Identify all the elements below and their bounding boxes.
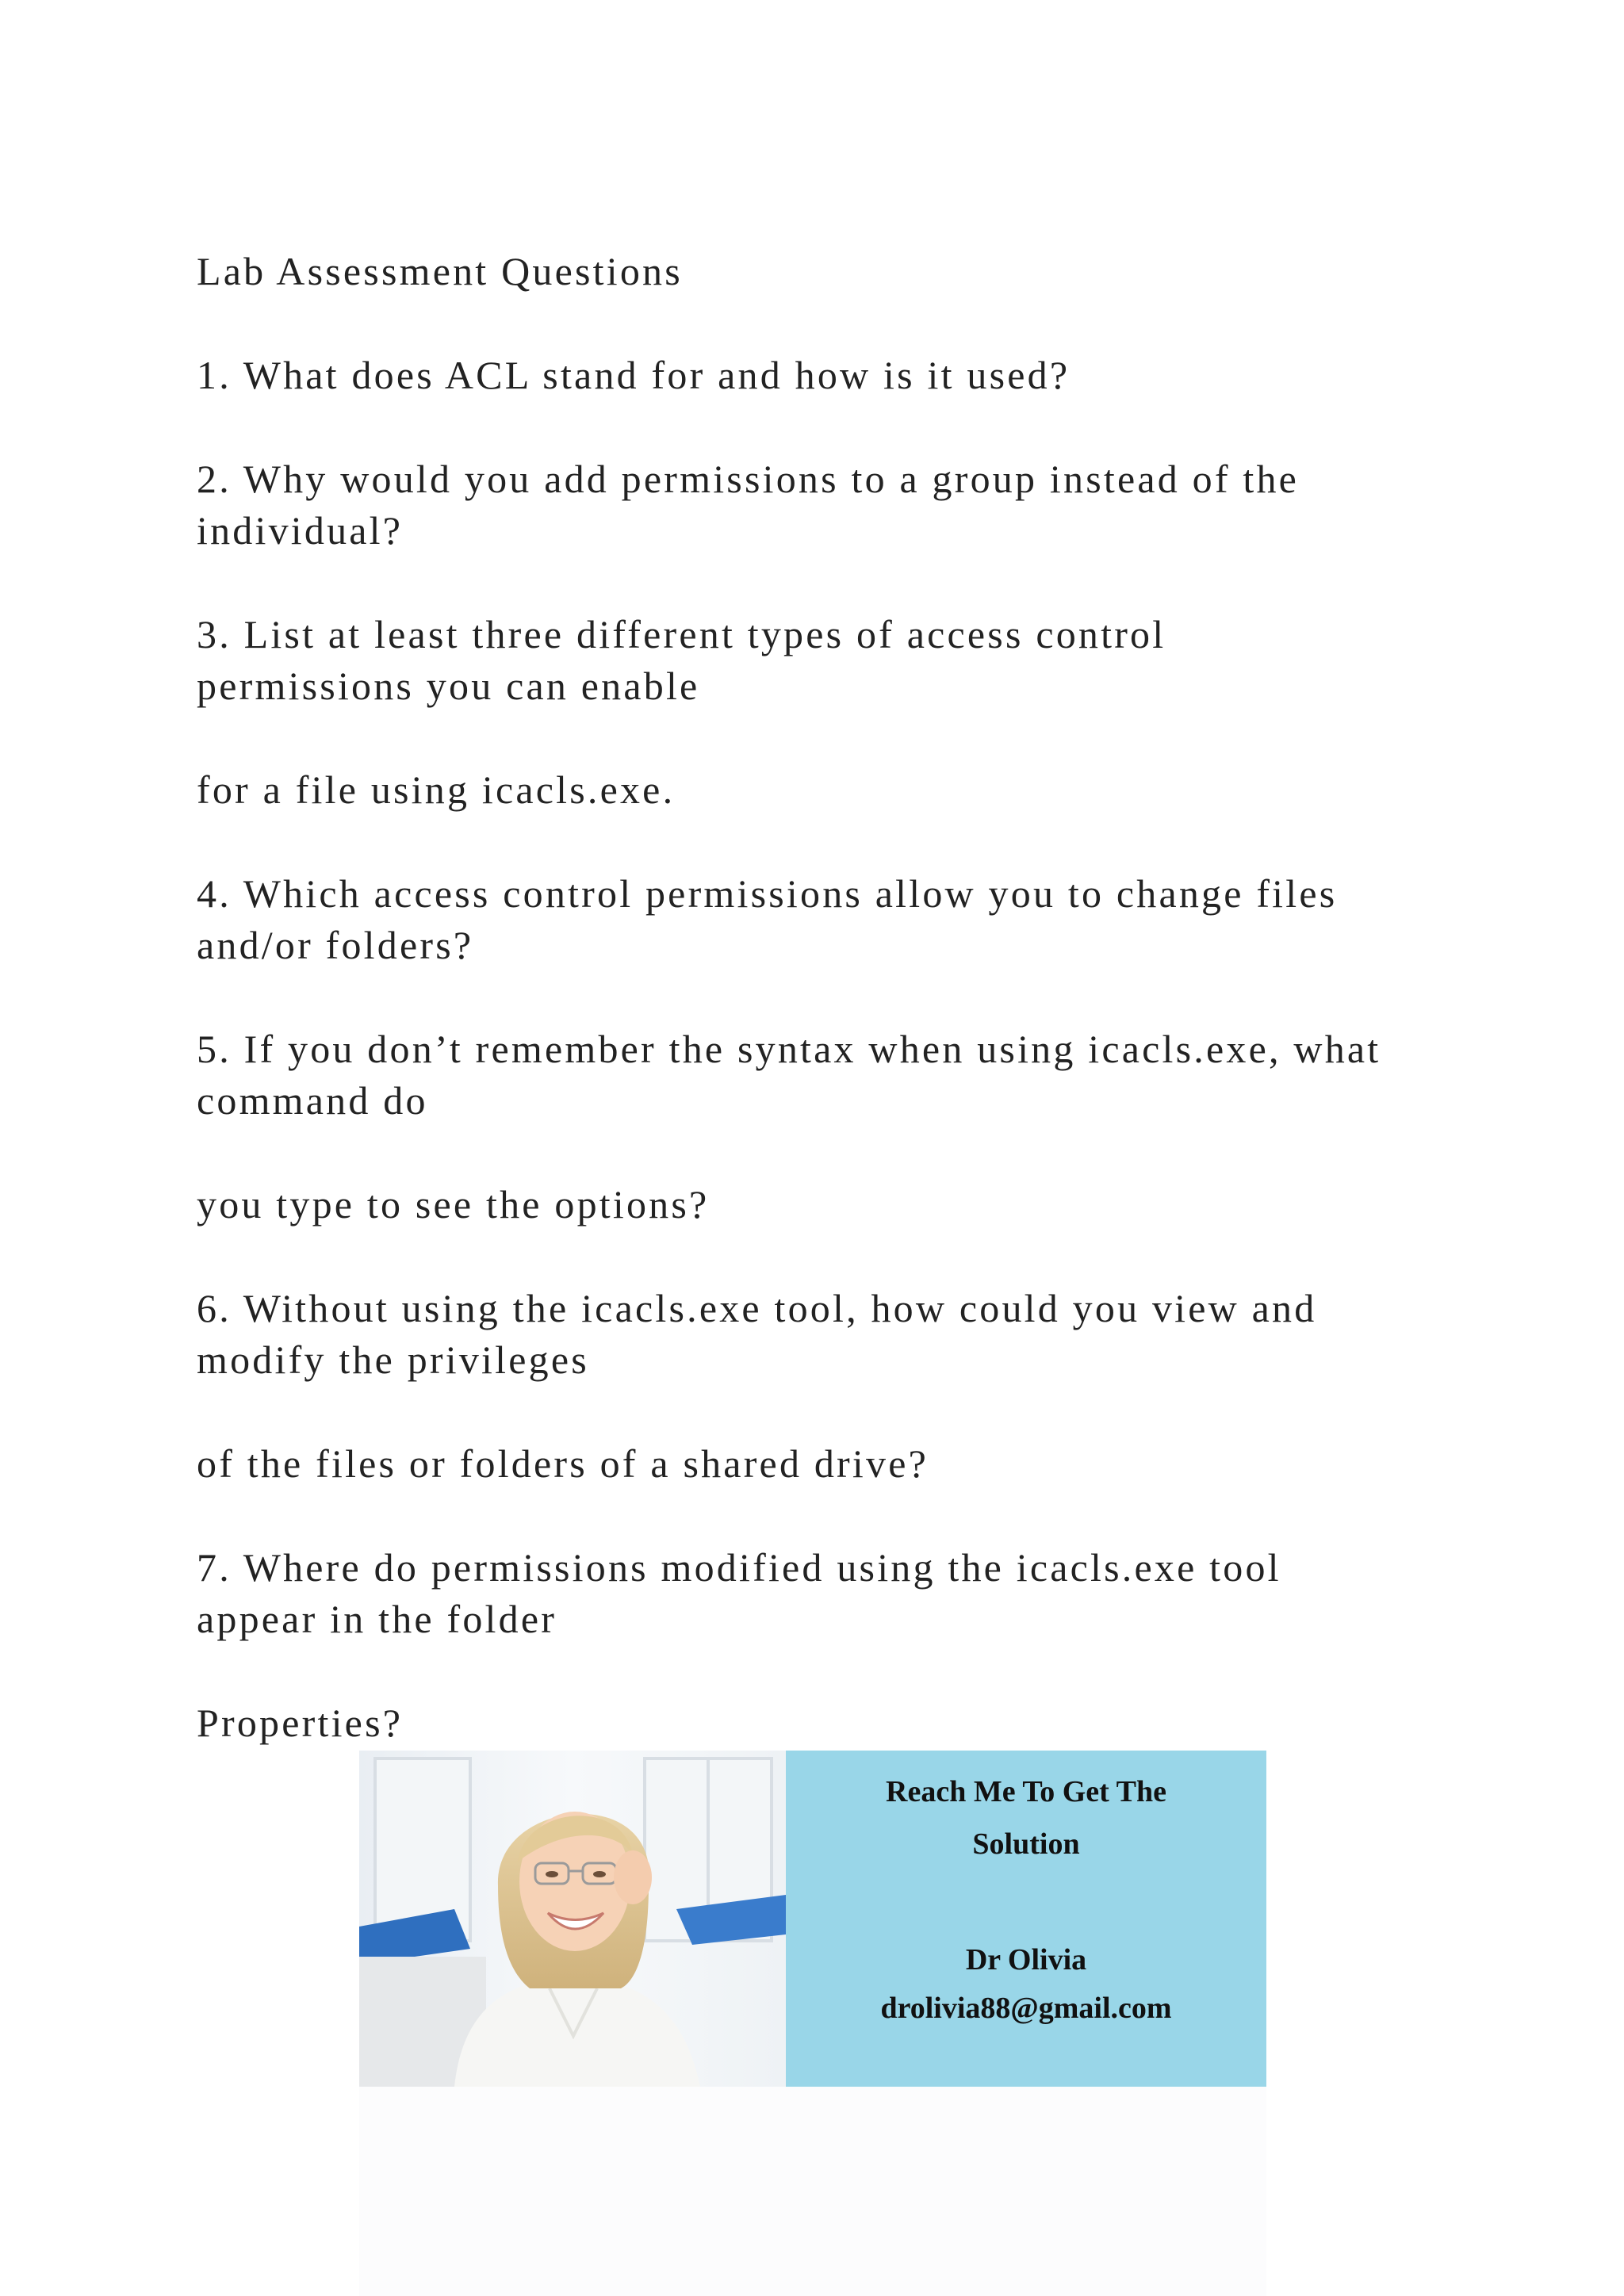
question-2-line-1: 2. Why would you add permissions to a group instead of the <box>197 457 1300 501</box>
question-6-line-1: 6. Without using the icacls.exe tool, how could you view and <box>197 1286 1317 1330</box>
woman-with-glasses-photo <box>359 1751 786 2087</box>
question-3-line-3: for a file using icacls.exe. <box>197 767 676 812</box>
question-6-line-3: of the files or folders of a shared drive? <box>197 1441 929 1486</box>
question-7-line-1: 7. Where do permissions modified using the icacls.exe tool <box>197 1545 1281 1590</box>
question-7-line-2: appear in the folder <box>197 1597 557 1641</box>
question-4-line-2: and/or folders? <box>197 923 474 967</box>
question-5-line-1: 5. If you don’t remember the syntax when using icacls.exe, what <box>197 1027 1381 1071</box>
question-3-line-2: permissions you can enable <box>197 664 700 708</box>
question-4-line-1: 4. Which access control permissions allow you to change files <box>197 871 1338 916</box>
question-3-line-1: 3. List at least three different types of access control <box>197 612 1166 656</box>
contact-info-panel <box>786 1751 1266 2087</box>
document-title: Lab Assessment Questions <box>197 249 683 293</box>
question-1-line-1: 1. What does ACL stand for and how is it used? <box>197 353 1071 397</box>
contact-ad-banner[interactable] <box>359 1751 1266 2087</box>
question-5-line-3: you type to see the options? <box>197 1182 710 1226</box>
question-6-line-2: modify the privileges <box>197 1337 589 1382</box>
ad-contact-name: Dr Olivia <box>965 1943 1087 1976</box>
question-5-line-2: command do <box>197 1078 428 1123</box>
ad-contact-email[interactable]: drolivia88@gmail.com <box>880 1992 1172 2025</box>
ad-bottom-area <box>359 2087 1266 2296</box>
ad-heading-line-1: Reach Me To Get The <box>886 1775 1166 1808</box>
ad-heading-line-2: Solution <box>972 1827 1080 1861</box>
question-2-line-2: individual? <box>197 508 404 553</box>
question-7-line-3: Properties? <box>197 1701 404 1745</box>
